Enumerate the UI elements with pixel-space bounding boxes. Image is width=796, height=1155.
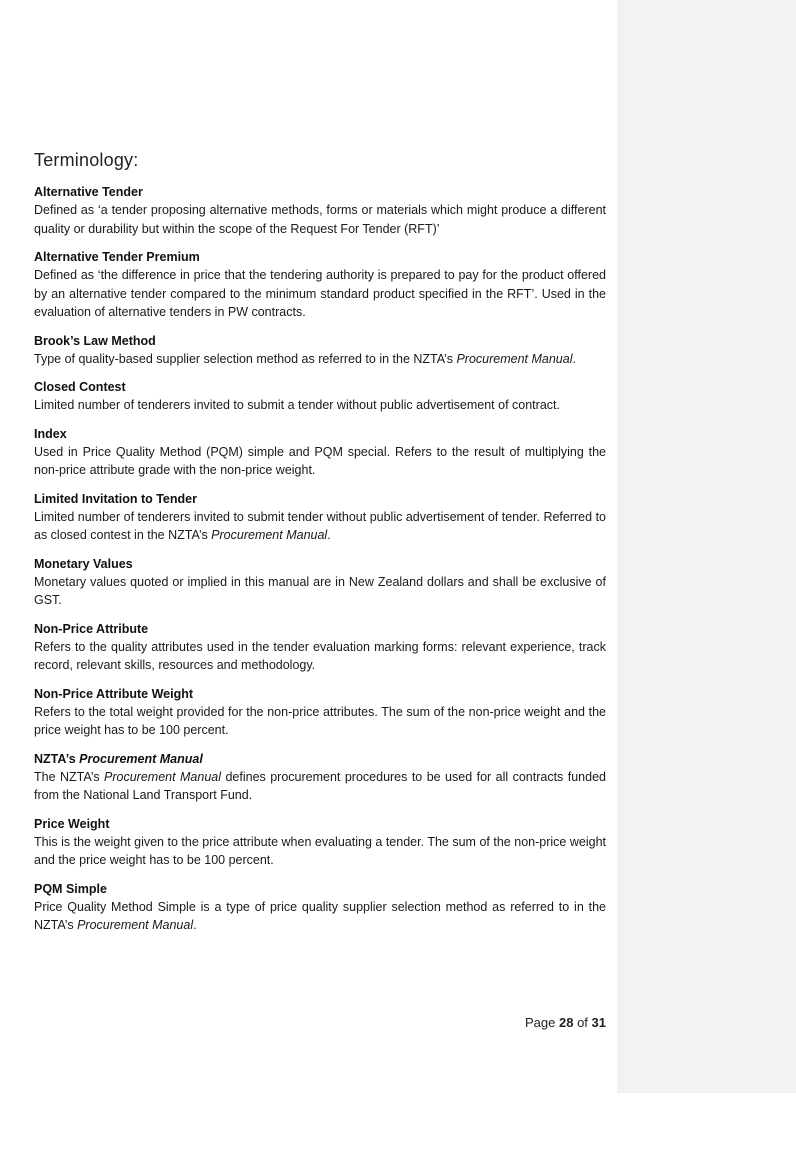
term-definition-text: . xyxy=(572,351,576,366)
term-title-text: PQM Simple xyxy=(34,881,107,896)
term-definition xyxy=(34,266,606,322)
term-title-text: Non-Price Attribute xyxy=(34,621,149,636)
term-title xyxy=(34,685,606,703)
term-title-text: NZTA’s xyxy=(34,751,80,766)
term-definition-text: The NZTA’s xyxy=(34,769,105,784)
term-definition xyxy=(34,443,606,480)
term-definition-italic: Procurement Manual xyxy=(77,918,194,932)
term-definition-text: Used in Price Quality Method (PQM) simple and PQM special. Refers to the result of multiplying the non-price attribute grade with the non-price weight. xyxy=(34,444,606,477)
term-definition-text: Type of quality-based supplier selection method as referred to in the NZTA’s xyxy=(34,351,457,366)
term-definition-text: . xyxy=(193,918,197,932)
page-content xyxy=(34,150,606,945)
term-definition xyxy=(34,833,606,870)
section-title: Terminology: xyxy=(34,150,139,170)
term-item xyxy=(34,685,606,740)
term-definition-text: Limited number of tenderers invited to submit tender without public advertisement of tender. Referred to as closed contest in the NZTA’s xyxy=(34,509,606,542)
term-definition xyxy=(34,703,606,740)
term-title-text: Limited Invitation to Tender xyxy=(34,491,197,506)
page-middle: of xyxy=(573,1015,592,1030)
term-title xyxy=(34,183,606,201)
term-title-text: Closed Contest xyxy=(34,380,126,394)
term-definition xyxy=(34,573,606,610)
term-title-text: Brook’s Law Method xyxy=(34,333,156,348)
term-definition xyxy=(34,396,606,415)
term-definition-text: Refers to the quality attributes used in the tender evaluation marking forms: relevant experience, track record, relevant skills, resources and methodology. xyxy=(34,639,606,672)
term-item xyxy=(34,490,606,545)
term-definition-text: Limited number of tenderers invited to submit a tender without public advertisement of contract. xyxy=(34,398,560,412)
term-title-text: Alternative Tender Premium xyxy=(34,250,200,264)
term-title-text: Non-Price Attribute Weight xyxy=(34,686,194,701)
term-definition-text: Price Quality Method Simple is a type of price quality supplier selection method as referred to in the NZTA’s xyxy=(34,899,606,932)
term-definition-text: Refers to the total weight provided for the non-price attributes. The sum of the non-price weight and the price weight has to be 100 percent. xyxy=(34,704,606,737)
term-definition-text: Monetary values quoted or implied in this manual are in New Zealand dollars and shall be exclusive of GST. xyxy=(34,574,606,607)
term-item xyxy=(34,425,606,480)
term-definition-text: Defined as ‘a tender proposing alternative methods, forms or materials which might produce a different quality or durability but within the scope of the Request For Tender (RFT)’ xyxy=(34,203,606,236)
term-definition-text: This is the weight given to the price attribute when evaluating a tender. The sum of the non-price weight and the price weight has to be 100 percent. xyxy=(34,834,606,867)
page-current: 28 xyxy=(558,1015,574,1030)
page-prefix: Page xyxy=(525,1015,559,1030)
term-title-text: Monetary Values xyxy=(34,556,133,571)
term-title-text: Alternative Tender xyxy=(34,185,143,199)
term-definition-text: . xyxy=(327,528,331,542)
page-total: 31 xyxy=(591,1015,606,1030)
term-definition-text: defines procurement procedures to be used for all contracts funded from the National Land Transport Fund. xyxy=(34,769,606,802)
term-item xyxy=(34,555,606,610)
term-definition xyxy=(34,508,606,545)
term-item xyxy=(34,815,606,870)
term-definition xyxy=(34,898,606,935)
term-definition-text: Defined as ‘the difference in price that the tendering authority is prepared to pay for the product offered by an alternative tender compared to the minimum standard product specified in the RFT’. Used in the evaluation of alternative tenders in PW contracts. xyxy=(34,268,606,319)
term-definition xyxy=(34,638,606,675)
term-title-text: Index xyxy=(34,426,67,441)
term-title xyxy=(34,815,606,833)
term-title xyxy=(34,880,606,898)
term-definition-italic: Procurement Manual xyxy=(104,769,222,784)
term-title xyxy=(34,750,606,768)
term-title xyxy=(34,620,606,638)
term-title xyxy=(34,248,606,266)
term-item xyxy=(34,248,606,322)
term-definition xyxy=(34,350,606,369)
term-definition xyxy=(34,768,606,805)
term-title xyxy=(34,332,606,350)
term-title xyxy=(34,555,606,573)
page-number xyxy=(480,1015,606,1030)
term-title xyxy=(34,378,606,396)
terminology-list xyxy=(34,183,606,935)
term-item xyxy=(34,750,606,805)
term-definition xyxy=(34,201,606,238)
term-item xyxy=(34,620,606,675)
comment-pane xyxy=(617,0,796,1093)
term-item xyxy=(34,332,606,369)
term-item xyxy=(34,183,606,238)
term-definition-italic: Procurement Manual xyxy=(456,351,573,366)
term-title xyxy=(34,490,606,508)
term-title xyxy=(34,425,606,443)
term-title-text: Price Weight xyxy=(34,816,110,831)
term-title-italic: Procurement Manual xyxy=(79,751,203,766)
term-definition-italic: Procurement Manual xyxy=(211,528,328,542)
term-item xyxy=(34,378,606,415)
term-item xyxy=(34,880,606,935)
